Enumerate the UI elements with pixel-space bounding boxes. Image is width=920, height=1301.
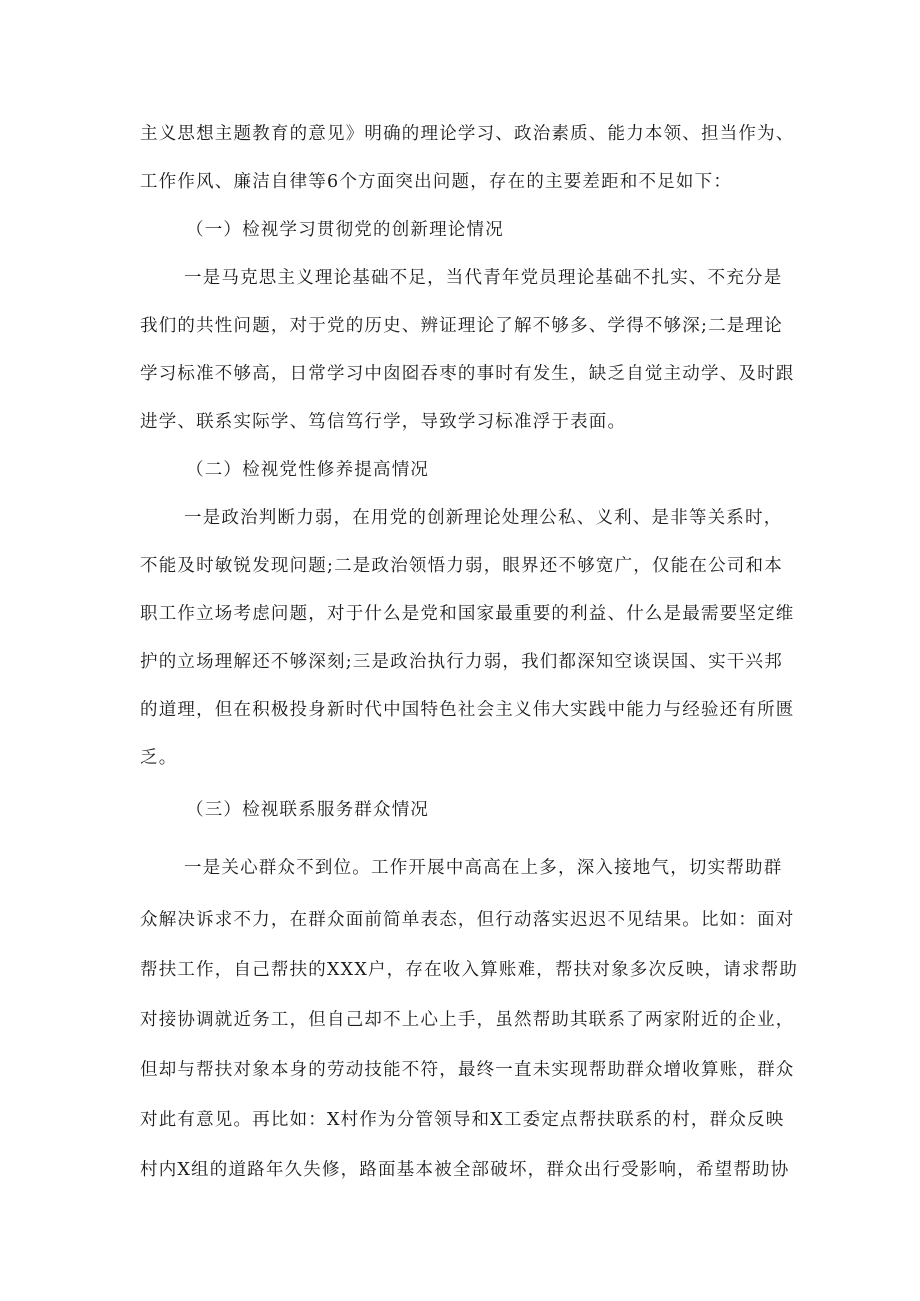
paragraph-line: 学习标准不够高，日常学习中囱囵吞枣的事时有发生，缺乏自觉主动学、及时跟 [140,364,795,384]
paragraph-line: 对接协调就近务工，但自己却不上心上手，虽然帮助其联系了两家附近的企业， [140,1010,795,1030]
paragraph-line: 但却与帮扶对象本身的劳动技能不符，最终一直未实现帮助群众增收算账，群众 [140,1060,795,1080]
section-heading: （三）检视联系服务群众情况 [186,800,430,820]
paragraph-line: 乏。 [140,748,178,768]
paragraph-line: 村内X组的道路年久失修，路面基本被全部破坏，群众出行受影响，希望帮助协 [140,1160,790,1180]
section-heading: （一）检视学习贯彻党的创新理论情况 [186,220,504,240]
paragraph-line: 进学、联系实际学、笃信笃行学，导致学习标准浮于表面。 [140,412,627,432]
paragraph-line: 众解决诉求不力，在群众面前简单表态，但行动落实迟迟不见结果。比如：面对 [140,910,795,930]
paragraph-line: 对此有意见。再比如：X村作为分管领导和X工委定点帮扶联系的村，群众反映 [140,1110,785,1130]
section-heading: （二）检视党性修养提高情况 [186,460,430,480]
paragraph-line: 主义思想主题教育的意见》明确的理论学习、政治素质、能力本领、担当作为、 [140,124,795,144]
paragraph-line: 一是马克思主义理论基础不足，当代青年党员理论基础不扎实、不充分是 [184,268,783,288]
paragraph-line: 帮扶工作，自己帮扶的XXX户，存在收入算账难，帮扶对象多次反映，请求帮助 [140,960,799,980]
paragraph-line: 我们的共性问题，对于党的历史、辨证理论了解不够多、学得不够深;二是理论 [140,316,783,336]
paragraph-line: 一是政治判断力弱，在用党的创新理论处理公私、义利、是非等关系时， [184,508,783,528]
paragraph-line: 的道理，但在积极投身新时代中国特色社会主义伟大实践中能力与经验还有所匮 [140,700,795,720]
paragraph-line: 一是关心群众不到位。工作开展中高高在上多，深入接地气，切实帮助群 [184,858,783,878]
paragraph-line: 不能及时敏锐发现问题;二是政治领悟力弱，眼界还不够宽广，仅能在公司和本 [140,556,783,576]
paragraph-line: 职工作立场考虑问题，对于什么是党和国家最重要的利益、什么是最需要坚定维 [140,604,795,624]
paragraph-line: 护的立场理解还不够深刻;三是政治执行力弱，我们都深知空谈误国、实干兴邦 [140,652,783,672]
paragraph-line: 工作作风、廉洁自律等6个方面突出问题，存在的主要差距和不足如下： [140,172,733,192]
